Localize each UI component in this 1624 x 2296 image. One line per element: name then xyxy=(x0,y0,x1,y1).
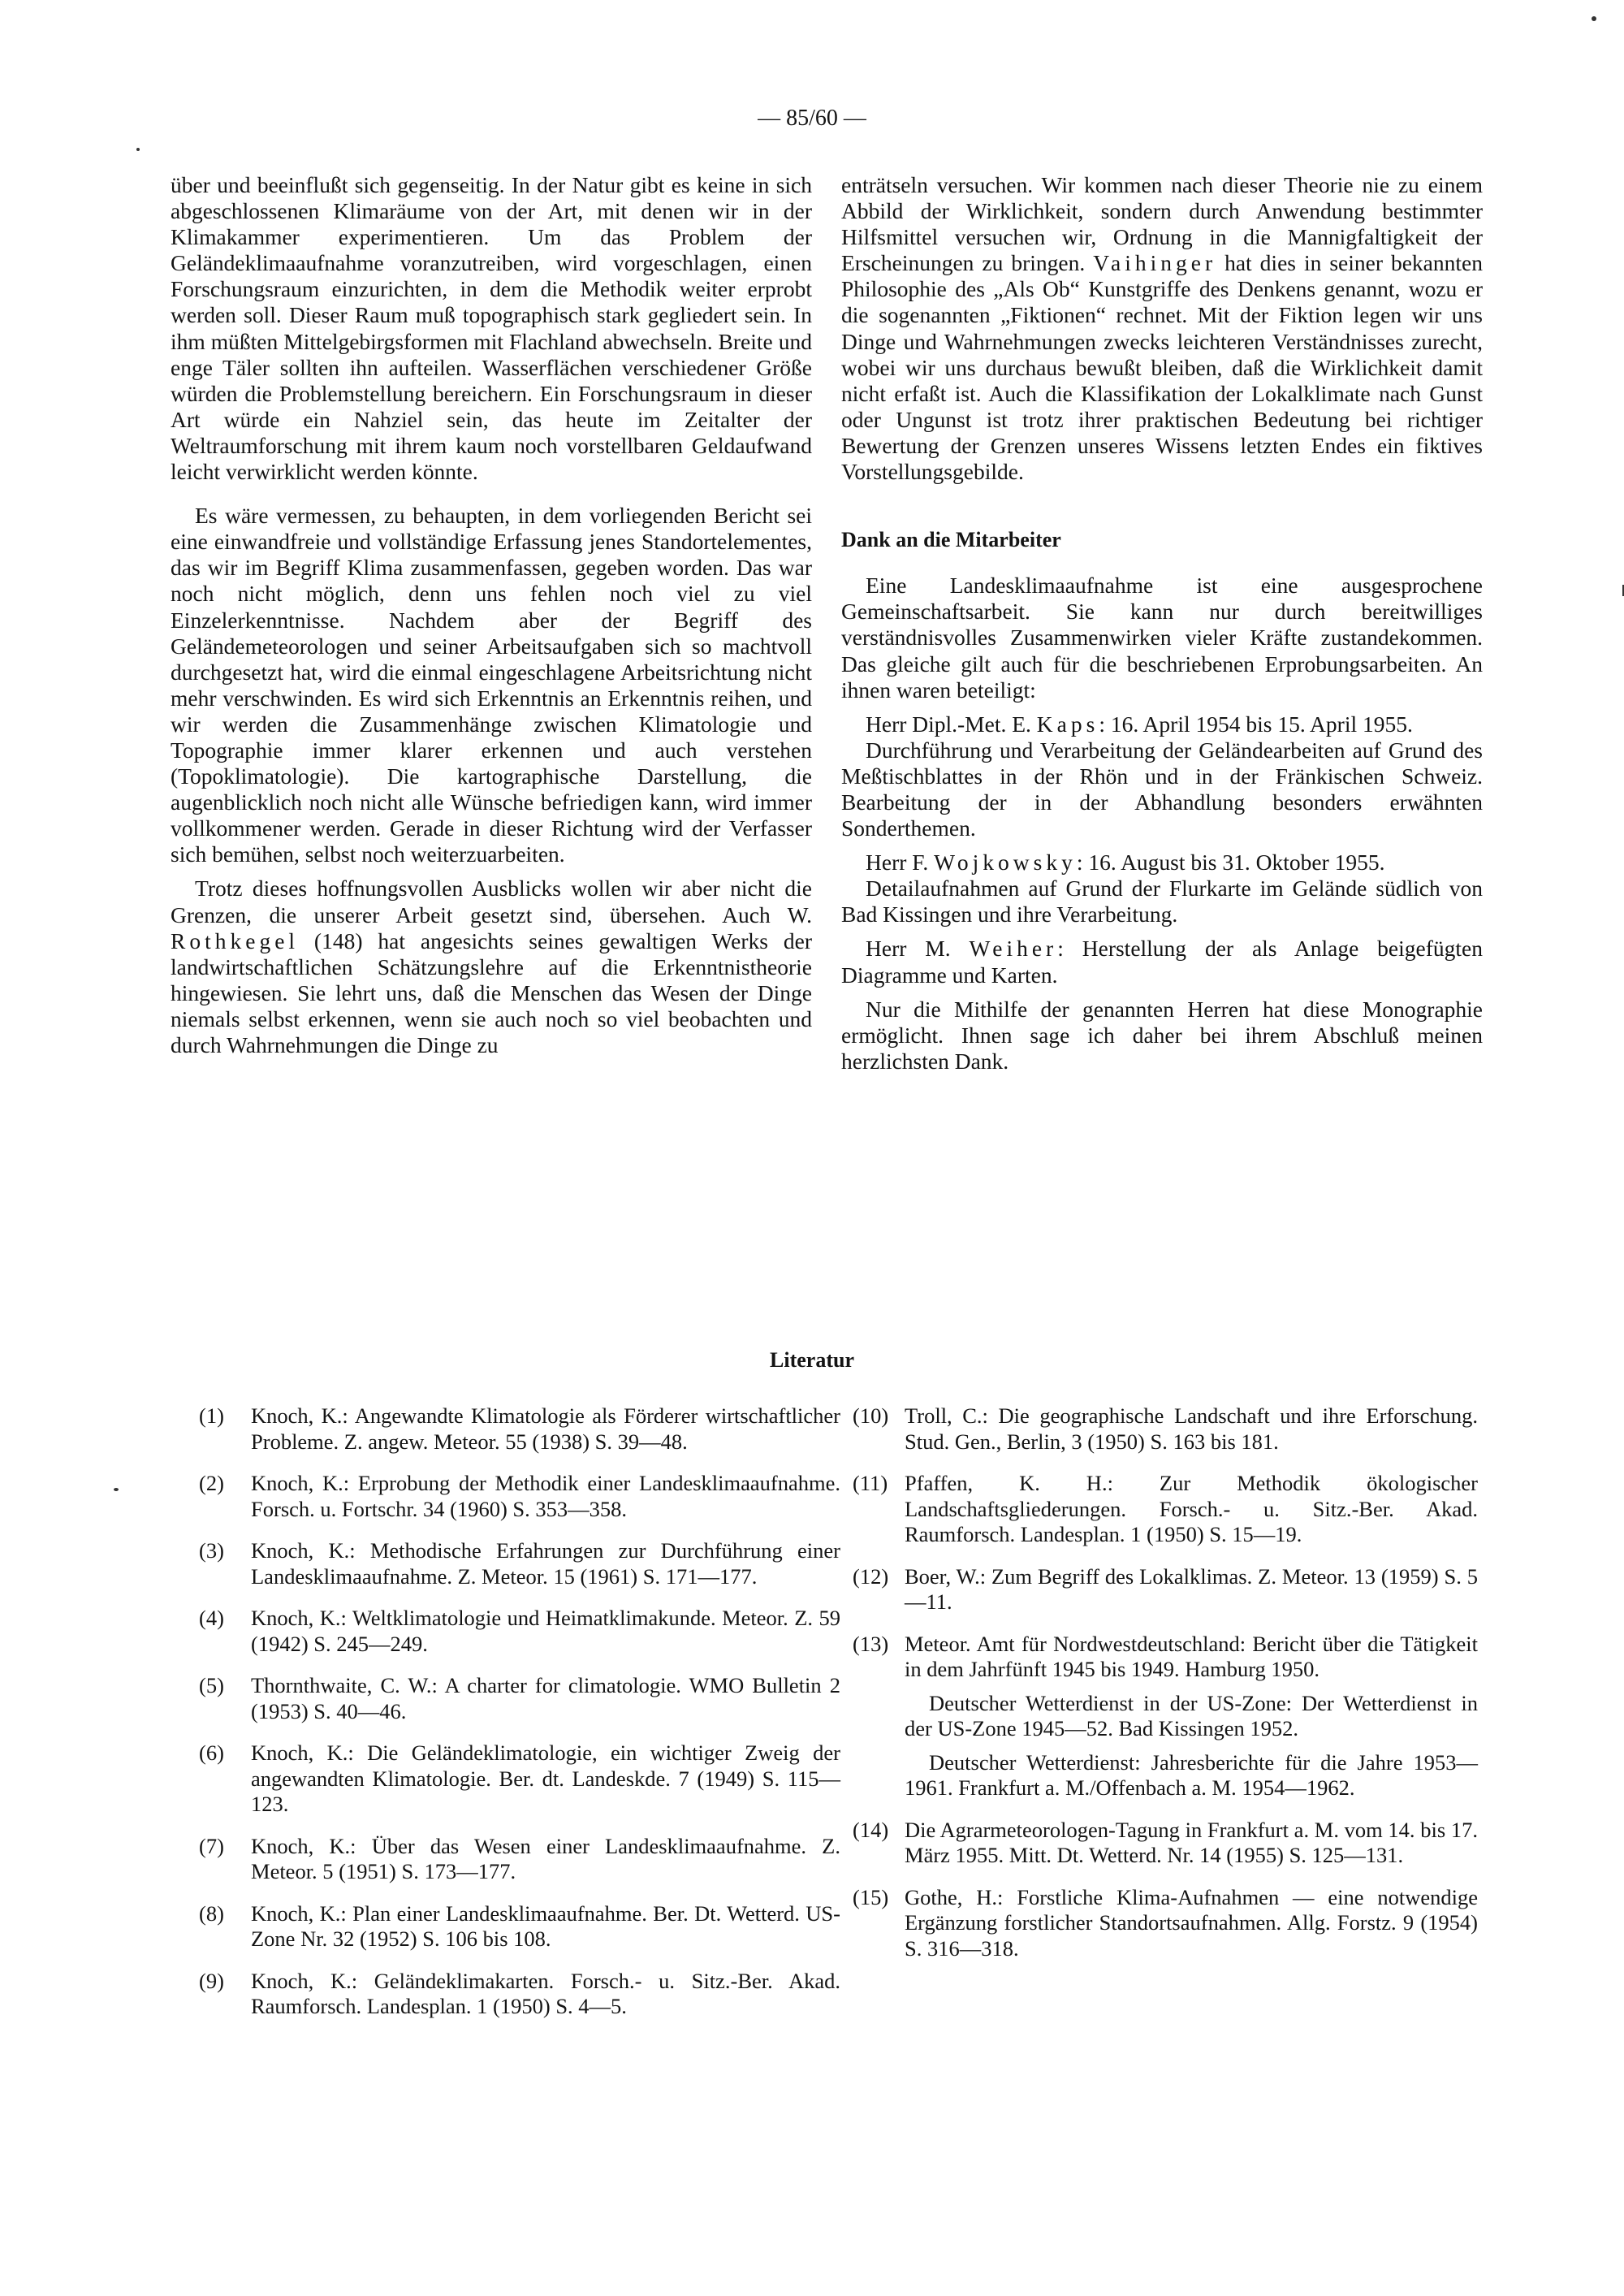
contributor-kaps xyxy=(841,711,1483,737)
reference-number: (3) xyxy=(199,1538,224,1563)
contributor-wojkowsky-work: Detailaufnahmen auf Grund der Flurkarte im Gelände südlich von Bad Kissingen und ihre Verarbeitung. xyxy=(841,876,1483,927)
reference-7 xyxy=(199,1834,840,1885)
reference-number: (14) xyxy=(853,1817,889,1842)
contributor-wojkowsky-name: Wojkowsky xyxy=(934,850,1077,876)
paragraph-thanks: Nur die Mithilfe der genannten Herren hat diese Monographie ermöglicht. Ihnen sage ich daher bei ihrem Abschluß meinen herzlichsten Dank. xyxy=(841,996,1483,1074)
left-text-column xyxy=(171,172,812,1058)
reference-text: Knoch, K.: Plan einer Landesklimaaufnahme. Ber. Dt. Wetterd. US-Zone Nr. 32 (1952) S. 106 bis 108. xyxy=(251,1900,840,1951)
contributor-kaps-dates: : 16. April 1954 bis 15. April 1955. xyxy=(1099,711,1413,737)
reference-number: (12) xyxy=(853,1563,889,1589)
reference-text: Gothe, H.: Forstliche Klima-Aufnahmen — eine notwendige Ergänzung forstlicher Standortsaufnahmen. Allg. Forstz. 9 (1954) S. 316—318. xyxy=(905,1884,1478,1961)
contributor-wojkowsky xyxy=(841,850,1483,876)
reference-text: Knoch, K.: Weltklimatologie und Heimatklimakunde. Meteor. Z. 59 (1942) S. 245—249. xyxy=(251,1606,840,1656)
contributor-weiher xyxy=(841,936,1483,988)
reference-text: Boer, W.: Zum Begriff des Lokalklimas. Z. Meteor. 13 (1959) S. 5—11. xyxy=(905,1563,1478,1614)
paragraph-limits-start: Trotz dieses hoffnungsvollen Ausblicks wollen wir aber nicht die Grenzen, die unserer Arbeit gesetzt sind, übersehen. Auch W. xyxy=(171,876,812,927)
reference-text: Troll, C.: Die geographische Landschaft und ihre Erforschung. Stud. Gen., Berlin, 3 (1950) S. 163 bis 181. xyxy=(905,1403,1478,1454)
scan-speck xyxy=(1592,16,1596,21)
reference-number: (9) xyxy=(199,1968,224,1993)
author-name-vaihinger: Vaihinger xyxy=(1093,250,1217,276)
reference-text: Die Agrarmeteorologen-Tagung in Frankfurt a. M. vom 14. bis 17. März 1955. Mitt. Dt. Wetterd. Nr. 14 (1955) S. 125—131. xyxy=(905,1817,1478,1867)
reference-text: Meteor. Amt für Nordwestdeutschland: Bericht über die Tätigkeit in dem Jahrfünft 1945 bis 1949. Hamburg 1950. xyxy=(905,1631,1478,1681)
paragraph-limits xyxy=(171,876,812,1058)
paragraph-limits-end: (148) hat angesichts seines gewaltigen Werks der landwirtschaftlichen Schätzungslehre auf die Erkenntnistheorie hingewiesen. Sie lehrt uns, daß die Menschen das Wesen der Dinge niemals selbst erkennen, wenn sie auch noch so viel beobachten und durch Wahrnehmungen die Dinge zu xyxy=(171,927,812,1057)
reference-10 xyxy=(853,1403,1478,1455)
reference-number: (6) xyxy=(199,1740,224,1765)
reference-14 xyxy=(853,1818,1478,1869)
reference-9 xyxy=(199,1969,840,2020)
reference-text: Pfaffen, K. H.: Zur Methodik ökologischer Landschaftsgliederungen. Forsch.- u. Sitz.-Ber. Akad. Raumforsch. Landesplan. 1 (1950) S. 15—19. xyxy=(905,1471,1478,1546)
contributor-weiher-name: Weiher xyxy=(969,936,1058,962)
paragraph-fiction-end: hat dies in seiner bekannten Philosophie des „Als Ob“ Kunstgriffe des Denkens genannt, wozu er die sogenannten „Fiktionen“ rechnet. Mit der Fiktion legen wir uns Dinge und Wahrnehmungen zwecks leichteren Verständnisses zurecht, wobei wir uns durchaus bewußt bleiben, daß die Wirklichkeit damit nicht erfaßt ist. Auch die Klassifikation der Lokalklimate nach Gunst oder Ungunst ist trotz ihrer praktischen Bedeutung bei richtiger Bewertung der Grenzen unseres Wissens letzten Endes ein fiktives Vorstellungsgebilde. xyxy=(841,250,1483,485)
reference-number: (5) xyxy=(199,1673,224,1697)
paragraph-fiction-theory xyxy=(841,172,1483,485)
scan-speck xyxy=(114,1488,119,1491)
reference-text: Knoch, K.: Die Geländeklimatologie, ein wichtiger Zweig der angewandten Klimatologie. Ber. dt. Landeskde. 7 (1949) S. 115—123. xyxy=(251,1740,840,1816)
contributor-kaps-name: Kaps xyxy=(1036,711,1099,737)
reference-text: Knoch, K.: Angewandte Klimatologie als Förderer wirtschaftlicher Probleme. Z. angew. Meteor. 55 (1938) S. 39—48. xyxy=(251,1403,840,1454)
reference-number: (8) xyxy=(199,1900,224,1926)
section-heading-acknowledgements: Dank an die Mitarbeiter xyxy=(841,528,1061,552)
reference-1 xyxy=(199,1403,840,1455)
paragraph-research-area: über und beeinflußt sich gegenseitig. In der Natur gibt es keine in sich abgeschlossenen Klimaräume von der Art, mit denen wir in der Klimakammer experimentieren. Um das Problem der Geländeklimaaufnahme voranzutreiben, wird vorgeschlagen, einen Forschungsraum einzurichten, in dem die Methodik weiter erprobt werden soll. Dieser Raum muß topographisch stark gegliedert sein. In ihm müßten Mittelgebirgsformen mit Flachland abwechseln. Breite und enge Täler sollten ihn aufteilen. Wasserflächen verschiedener Größe würden die Problemstellung bereichern. Ein Forschungsraum in dieser Art würde ein Nahziel sein, das heute im Zeitalter der Weltraumforschung mit ihrem kaum noch vorstellbaren Geldaufwand leicht verwirklicht werden könnte. xyxy=(171,172,812,485)
reference-text: Thornthwaite, C. W.: A charter for climatologie. WMO Bulletin 2 (1953) S. 40—46. xyxy=(251,1673,840,1723)
reference-number: (13) xyxy=(853,1631,889,1656)
reference-4 xyxy=(199,1606,840,1657)
paragraph-collaboration: Eine Landesklimaaufnahme ist eine ausgesprochene Gemeinschaftsarbeit. Sie kann nur durch bereitwilliges verständnisvolles Zusammenwirken vieler Kräfte zustandekommen. Das gleiche gilt auch für die beschriebenen Erprobungsarbeiten. An ihnen waren beteiligt: xyxy=(841,573,1483,703)
reference-text: Knoch, K.: Erprobung der Methodik einer Landesklimaaufnahme. Forsch. u. Fortschr. 34 (1960) S. 353—358. xyxy=(251,1471,840,1521)
reference-6 xyxy=(199,1740,840,1818)
author-name-rothkegel: Rothkegel xyxy=(171,927,300,953)
reference-2 xyxy=(199,1471,840,1522)
contributor-wojkowsky-prefix: Herr F. xyxy=(866,850,935,876)
reference-number: (4) xyxy=(199,1606,224,1630)
reference-text-sub: Deutscher Wetterdienst: Jahresberichte für die Jahre 1953—1961. Frankfurt a. M./Offenbach a. M. 1954—1962. xyxy=(905,1749,1478,1800)
literature-heading: Literatur xyxy=(770,1348,854,1372)
reference-text: Knoch, K.: Über das Wesen einer Landesklimaaufnahme. Z. Meteor. 5 (1951) S. 173—177. xyxy=(251,1833,840,1883)
contributor-wojkowsky-dates: : 16. August bis 31. Oktober 1955. xyxy=(1076,850,1385,876)
reference-text-sub: Deutscher Wetterdienst in der US-Zone: Der Wetterdienst in der US-Zone 1945—52. Bad Kissingen 1952. xyxy=(905,1690,1478,1740)
reference-8 xyxy=(199,1901,840,1952)
scan-speck xyxy=(136,148,140,151)
paragraph-fiction-start: enträtseln versuchen. Wir kommen nach dieser Theorie nie zu einem Abbild der Wirklichkeit, sondern durch Anwendung bestimmter Hilfsmittel versuchen wir, Ordnung in die Mannigfaltigkeit der Erscheinungen zu bringen. xyxy=(841,172,1483,276)
contributor-kaps-work: Durchführung und Verarbeitung der Geländearbeiten auf Grund des Meßtischblattes in der Rhön und in der Fränkischen Schweiz. Bearbeitung der in der Abhandlung besonders erwähnten Sonderthemen. xyxy=(841,737,1483,841)
reference-number: (10) xyxy=(853,1403,889,1428)
page-number: — 85/60 — xyxy=(758,106,866,131)
right-text-column xyxy=(841,172,1483,1074)
literature-list-left xyxy=(199,1403,840,2036)
contributor-weiher-text: : Herstellung der als Anlage beigefügten Diagramme und Karten. xyxy=(841,936,1483,988)
contributor-kaps-prefix: Herr Dipl.-Met. E. xyxy=(866,711,1037,737)
reference-13 xyxy=(853,1632,1478,1801)
literature-list-right xyxy=(853,1403,1478,1978)
reference-text: Knoch, K.: Methodische Erfahrungen zur Durchführung einer Landesklimaaufnahme. Z. Meteor. 15 (1961) S. 171—177. xyxy=(251,1538,840,1589)
reference-number: (15) xyxy=(853,1884,889,1909)
reference-11 xyxy=(853,1471,1478,1548)
reference-number: (7) xyxy=(199,1833,224,1858)
reference-number: (11) xyxy=(853,1471,888,1495)
contributor-weiher-prefix: Herr M. xyxy=(866,936,970,962)
paragraph-assessment: Es wäre vermessen, zu behaupten, in dem vorliegenden Bericht sei eine einwandfreie und vollständige Erfassung jenes Standortelementes, das wir im Begriff Klima zusammenfassen, gegeben worden. Das war noch nicht möglich, denn uns fehlen noch viel zu viel Einzelerkenntnisse. Nachdem aber der Begriff des Geländemeteorologen und seiner Arbeitsaufgaben sich so machtvoll durchgesetzt hat, wird die einmal eingeschlagene Arbeitsrichtung nicht mehr verschwinden. Es wird sich Erkenntnis an Erkenntnis reihen, und wir werden die Zusammenhänge zwischen Klimatologie und Topographie immer klarer erkennen und auch verstehen (Topoklimatologie). Die kartographische Darstellung, die augenblicklich noch nicht alle Wünsche befriedigen kann, wird immer vollkommener werden. Gerade in dieser Richtung wird der Verfasser sich bemühen, selbst noch weiterzuarbeiten. xyxy=(171,503,812,867)
reference-12 xyxy=(853,1564,1478,1615)
reference-5 xyxy=(199,1673,840,1724)
reference-number: (1) xyxy=(199,1403,224,1428)
reference-text: Knoch, K.: Geländeklimakarten. Forsch.- u. Sitz.-Ber. Akad. Raumforsch. Landesplan. 1 (1950) S. 4—5. xyxy=(251,1968,840,2018)
reference-number: (2) xyxy=(199,1471,224,1495)
reference-15 xyxy=(853,1885,1478,1962)
reference-3 xyxy=(199,1538,840,1589)
